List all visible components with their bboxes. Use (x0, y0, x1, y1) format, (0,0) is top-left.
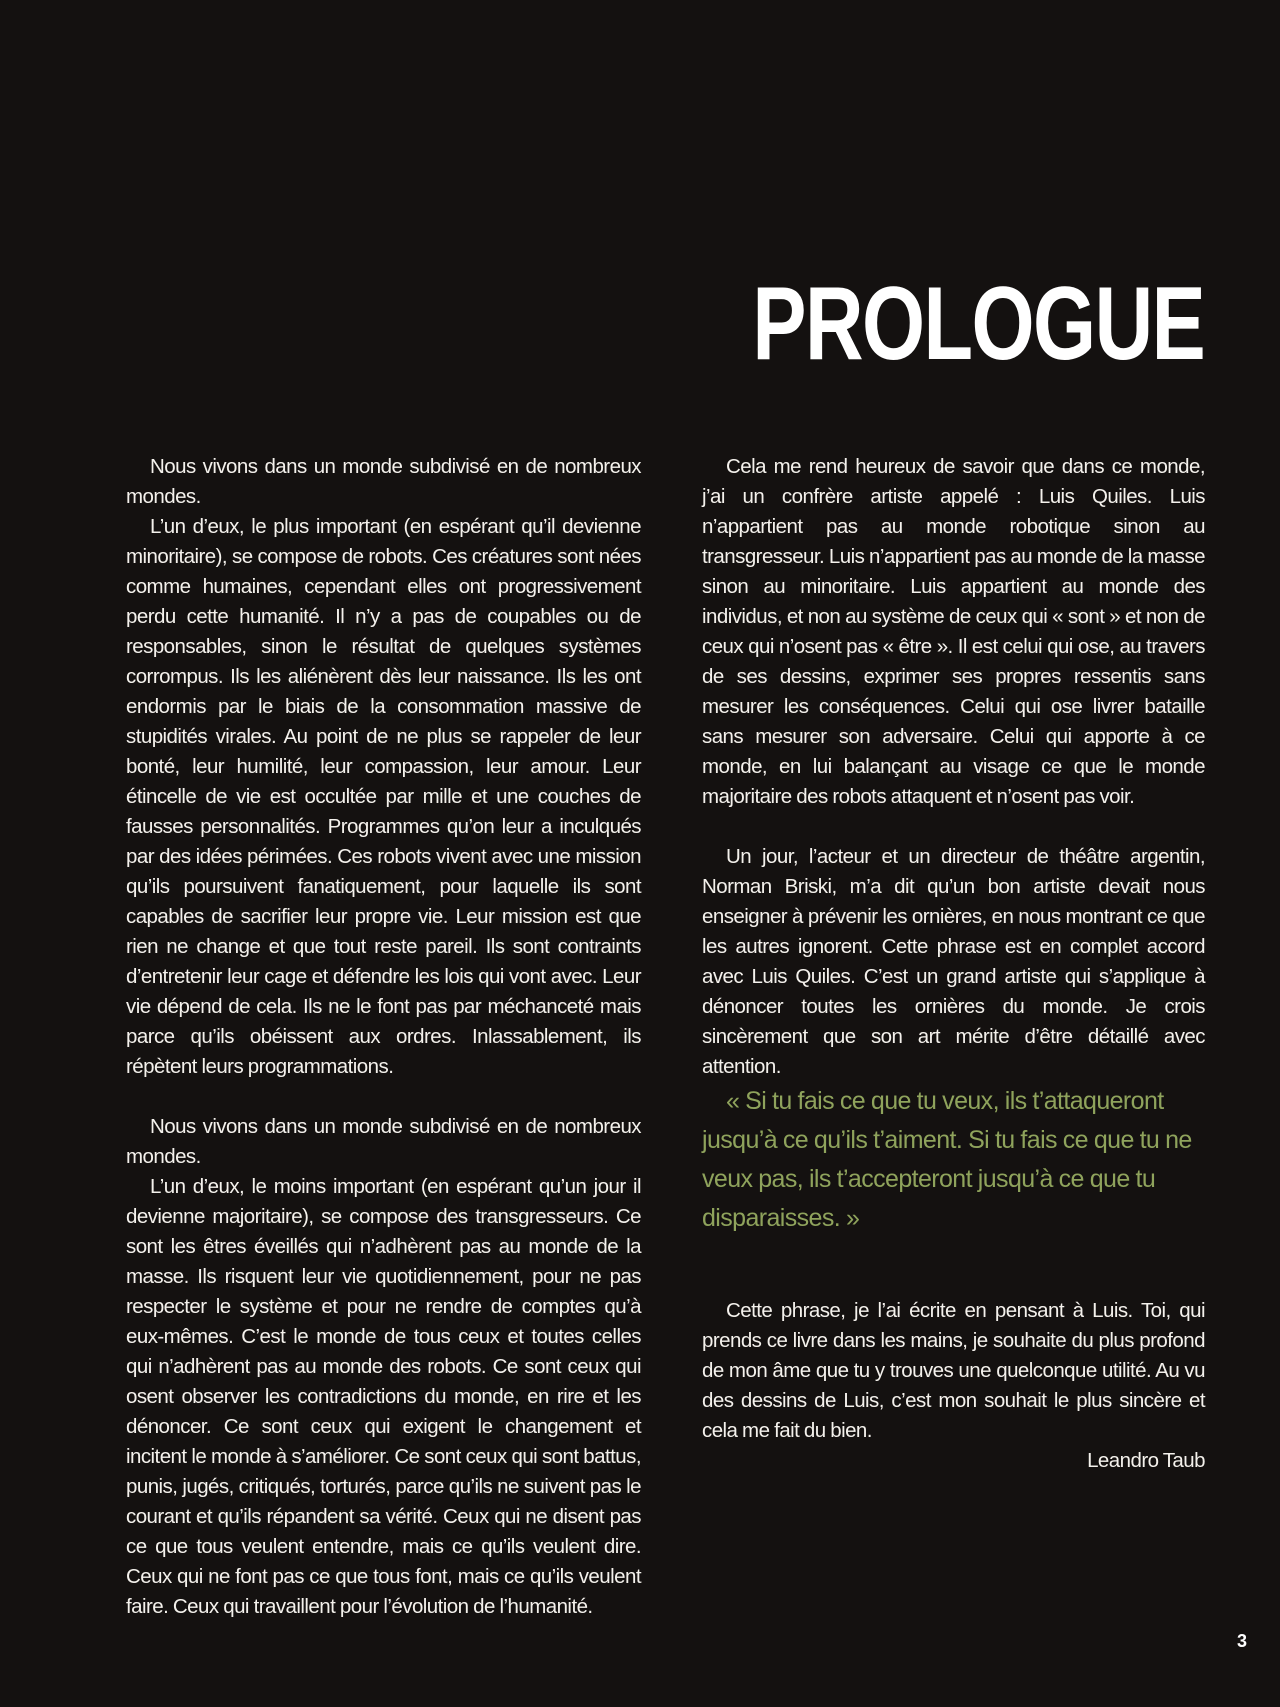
right-paragraph-3: Cette phrase, je l’ai écrite en pensant à Luis. Toi, qui prends ce livre dans les mains, je souhaite du plus profond de mon âme que tu y trouves une quelconque utilité. Au vu des dessins de Luis, c’est mon souhait le plus sincère et cela me fait du bien. (702, 1299, 1205, 1442)
right-text-column (702, 452, 1205, 1476)
right-paragraph-2: Un jour, l’acteur et un directeur de théâtre argentin, Norman Briski, m’a dit qu’un bon artiste devait nous enseigner à prévenir les ornières, en nous montrant ce que les autres ignorent. Cette phrase est en complet accord avec Luis Quiles. C’est un grand artiste qui s’applique à dénoncer toutes les ornières du monde. Je crois sincèrement que son art mérite d’être détaillé avec attention. (702, 845, 1205, 1078)
page-number: 3 (1236, 1631, 1247, 1651)
left-paragraph-1: Nous vivons dans un monde subdivisé en de nombreux mondes. (126, 455, 641, 508)
left-text-column (126, 452, 641, 1622)
page-title: PROLOGUE (752, 266, 1204, 382)
right-paragraph-1: Cela me rend heureux de savoir que dans ce monde, j’ai un confrère artiste appelé : Luis Quiles. Luis n’appartient pas au monde robotique sinon au transgresseur. Luis n’appartient pas au monde de la masse sinon au minoritaire. Luis appartient au monde des individus, et non au système de ceux qui « sont » et non de ceux qui n’osent pas « être ». Il est celui qui ose, au travers de ses dessins, exprimer ses propres ressentis sans mesurer les conséquences. Celui qui ose livrer bataille sans mesurer son adversaire. Celui qui apporte à ce monde, en lui balançant au visage ce que le monde majoritaire des robots attaquent et n’osent pas voir. (702, 455, 1205, 808)
author-signature: Leandro Taub (1087, 1449, 1205, 1472)
left-paragraph-4: L’un d’eux, le moins important (en espérant qu’un jour il devienne majoritaire), se compose des transgresseurs. Ce sont les êtres éveillés qui n’adhèrent pas au monde de la masse. Ils risquent leur vie quotidiennement, pour ne pas respecter le système et pour ne rendre de comptes qu’à eux-mêmes. C’est le monde de tous ceux et toutes celles qui n’adhèrent pas au monde des robots. Ce sont ceux qui osent observer les contradictions du monde, en rire et les dénoncer. Ce sont ceux qui exigent le changement et incitent le monde à s’améliorer. Ce sont ceux qui sont battus, punis, jugés, critiqués, torturés, parce qu’ils ne suivent pas le courant et qu’ils répandent sa vérité. Ceux qui ne disent pas ce que tous veulent entendre, mais ce qu’ils veulent dire. Ceux qui ne font pas ce que tous font, mais ce qu’ils veulent faire. Ceux qui travaillent pour l’évolution de l’humanité. (126, 1175, 641, 1618)
left-paragraph-2: L’un d’eux, le plus important (en espérant qu’il devienne minoritaire), se compose de robots. Ces créatures sont nées comme humaines, cependant elles ont progressivement perdu cette humanité. Il n’y a pas de coupables ou de responsables, sinon le résultat de quelques systèmes corrompus. Ils les aliénèrent dès leur naissance. Ils les ont endormis par le biais de la consommation massive de stupidités virales. Au point de ne plus se rappeler de leur bonté, leur humilité, leur compassion, leur amour. Leur étincelle de vie est occultée par mille et une couches de fausses personnalités. Programmes qu’on leur a inculqués par des idées périmées. Ces robots vivent avec une mission qu’ils poursuivent fanatiquement, pour laquelle ils sont capables de sacrifier leur propre vie. Leur mission est que rien ne change et que tout reste pareil. Ils sont contraints d’entretenir leur cage et défendre les lois qui vont avec. Leur vie dépend de cela. Ils ne le font pas par méchanceté mais parce qu’ils obéissent aux ordres. Inlassablement, ils répètent leurs programmations. (126, 515, 641, 1078)
pull-quote: « Si tu fais ce que tu veux, ils t’attaqueront jusqu’à ce qu’ils t’aiment. Si tu fais ce que tu ne veux pas, ils t’accepteront jusqu’à ce que tu disparaisses. » (702, 1087, 1192, 1232)
left-paragraph-3: Nous vivons dans un monde subdivisé en de nombreux mondes. (126, 1115, 641, 1168)
